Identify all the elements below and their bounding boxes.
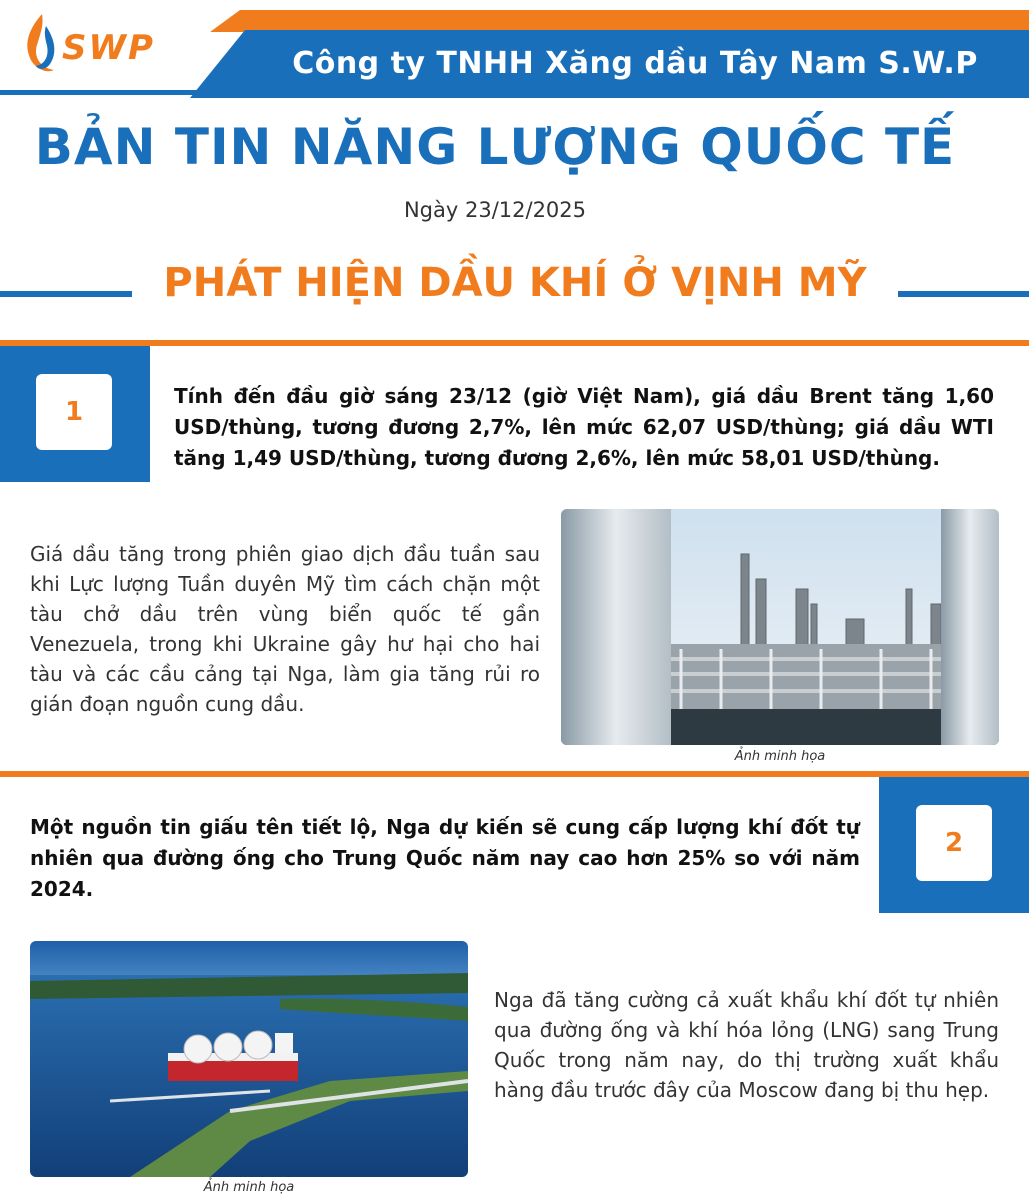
item-1-body: Giá dầu tăng trong phiên giao dịch đầu tuần sau khi Lực lượng Tuần duyên Mỹ tìm cách chặn một tàu chở dầu trên vùng biển quốc tế gần Venezuela, trong khi Ukraine gây hư hại cho hai tàu và các cầu cảng tại Nga, làm gia tăng rủi ro gián đoạn nguồn cung dầu. bbox=[30, 542, 540, 716]
company-name: Công ty TNHH Xăng dầu Tây Nam S.W.P bbox=[292, 46, 978, 81]
item-1-summary: Tính đến đầu giờ sáng 23/12 (giờ Việt Nam), giá dầu Brent tăng 1,60 USD/thùng, tương đương 2,7%, lên mức 62,07 USD/thùng; giá dầu WTI tăng 1,49 USD/thùng, tương đương 2,6%, lên mức 58,01 USD/thùng. bbox=[174, 384, 994, 470]
header-orange-band bbox=[210, 10, 1029, 32]
item-1-caption: Ảnh minh họa bbox=[734, 749, 826, 764]
header-left-rule bbox=[0, 90, 210, 95]
item-1-number: 1 bbox=[36, 374, 112, 450]
bulletin-date: Ngày 23/12/2025 bbox=[403, 198, 587, 222]
section-divider bbox=[0, 340, 1029, 346]
section-divider bbox=[0, 771, 1029, 777]
refinery-photo bbox=[561, 509, 999, 745]
item-2-body: Nga đã tăng cường cả xuất khẩu khí đốt tự nhiên qua đường ống và khí hóa lỏng (LNG) sang Trung Quốc trong năm nay, do thị trường xuất khẩu hàng đầu trước đây của Moscow đang bị thu hẹp. bbox=[494, 988, 999, 1102]
item-2-caption: Ảnh minh họa bbox=[203, 1180, 295, 1195]
flame-icon bbox=[20, 12, 64, 78]
bulletin-headline: PHÁT HIỆN DẦU KHÍ Ở VỊNH MỸ bbox=[163, 260, 867, 306]
lng-terminal-photo bbox=[30, 941, 468, 1177]
item-2-summary: Một nguồn tin giấu tên tiết lộ, Nga dự kiến sẽ cung cấp lượng khí đốt tự nhiên qua đường ống cho Trung Quốc năm nay cao hơn 25% so với năm 2024. bbox=[30, 815, 860, 901]
bulletin-title: BẢN TIN NĂNG LƯỢNG QUỐC TẾ bbox=[34, 118, 956, 176]
item-2-number: 2 bbox=[916, 805, 992, 881]
headline-rule-right bbox=[898, 291, 1029, 297]
logo-text: SWP bbox=[62, 28, 155, 68]
headline-rule-left bbox=[0, 291, 132, 297]
